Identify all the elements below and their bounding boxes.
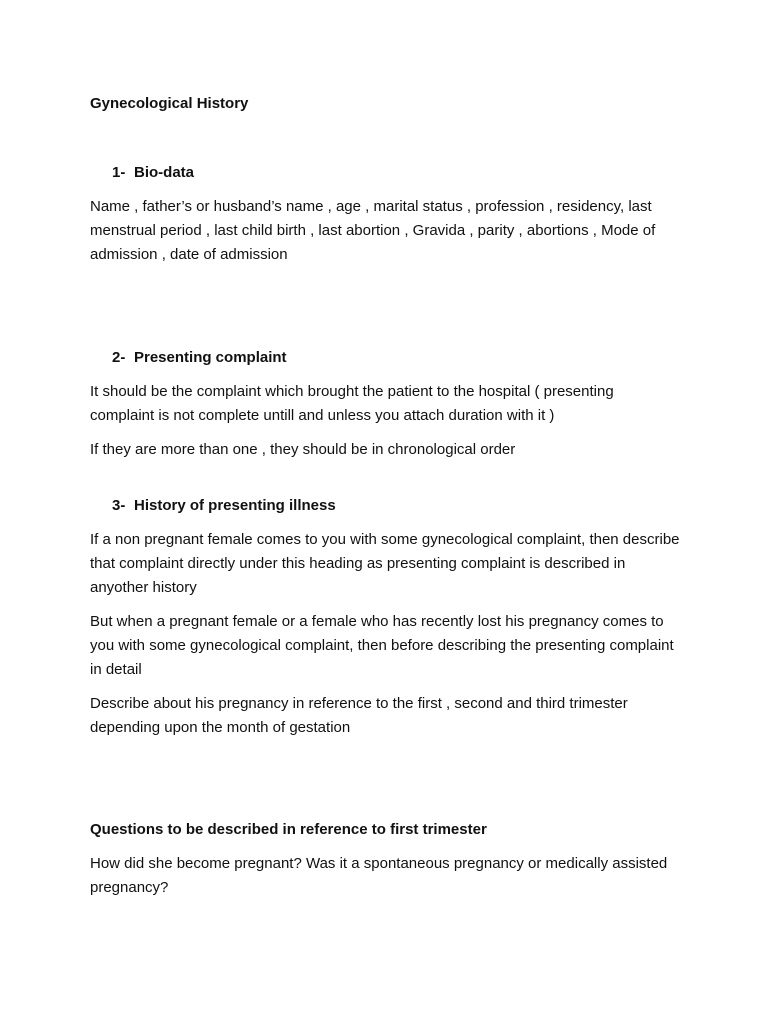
section-number: 1-	[112, 164, 126, 181]
paragraph: Name , father’s or husband’s name , age , marital status , profession , residency, last menstrual period , last child birth , last abortion , Gravida , parity , abortions , Mode of admission , date of admission	[90, 198, 656, 263]
section-heading-bio-data	[90, 161, 680, 185]
paragraph: But when a pregnant female or a female who has recently lost his pregnancy comes to you with some gynecological complaint, then before describing the presenting complaint in detail	[90, 613, 674, 678]
section-heading-label: Presenting complaint	[134, 349, 287, 366]
paragraph: How did she become pregnant? Was it a spontaneous pregnancy or medically assisted pregnancy?	[90, 855, 668, 896]
trimester-heading: Questions to be described in reference to first trimester	[90, 821, 487, 838]
section-number: 2-	[112, 349, 126, 366]
section-number: 3-	[112, 497, 126, 514]
paragraph: Describe about his pregnancy in reference to the first , second and third trimester depending upon the month of gestation	[90, 695, 628, 736]
document-content	[90, 92, 680, 900]
paragraph: If a non pregnant female comes to you with some gynecological complaint, then describe that complaint directly under this heading as presenting complaint is described in anyother history	[90, 531, 680, 596]
section-heading-presenting-complaint	[90, 346, 680, 370]
section-heading-label: Bio-data	[134, 164, 194, 181]
paragraph: It should be the complaint which brought the patient to the hospital ( presenting complaint is not complete untill and unless you attach duration with it )	[90, 383, 614, 424]
paragraph: If they are more than one , they should be in chronological order	[90, 441, 516, 458]
section-heading-history-of-presenting-illness	[90, 494, 680, 518]
document-title: Gynecological History	[90, 95, 249, 112]
section-heading-label: History of presenting illness	[134, 497, 336, 514]
